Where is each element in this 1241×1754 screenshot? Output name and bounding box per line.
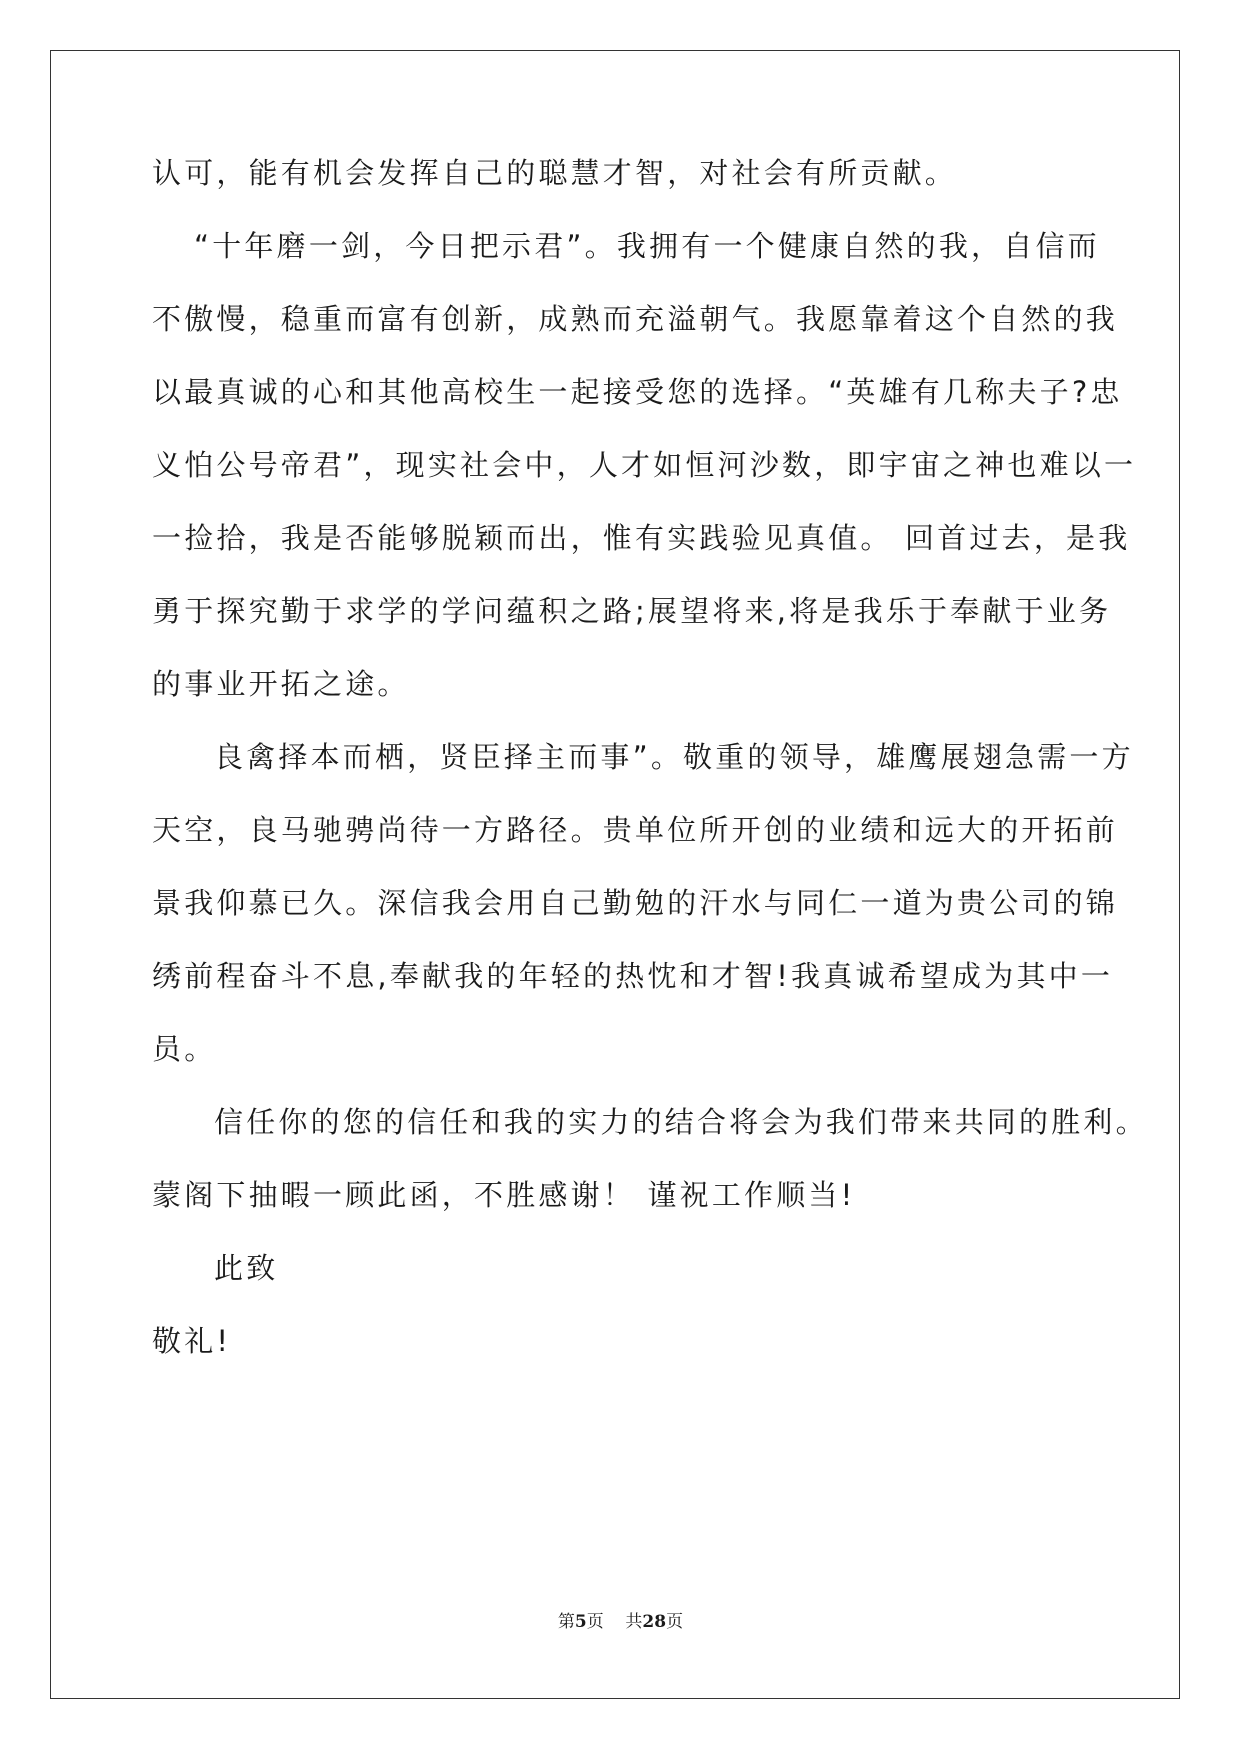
text-line-6: 一捡拾，我是否能够脱颖而出，惟有实践验见真值。 回首过去，是我 (152, 521, 1131, 555)
text-line-4: 以最真诚的心和其他高校生一起接受您的选择。“英雄有几称夫子?忠 (152, 375, 1123, 409)
footer-total-suffix: 页 (666, 1612, 684, 1632)
footer-prefix: 第 (557, 1612, 575, 1632)
text-line-13: 员。 (152, 1032, 217, 1066)
text-line-2: “十年磨一剑，今日把示君”。我拥有一个健康自然的我，自信而 (194, 229, 1100, 263)
footer-page-suffix: 页 (586, 1612, 604, 1632)
text-line-10: 天空，良马驰骋尚待一方路径。贵单位所开创的业绩和远大的开拓前 (152, 813, 1119, 847)
footer-total-prefix: 共 (625, 1612, 643, 1632)
text-line-15: 蒙阁下抽暇一顾此函，不胜感谢！ 谨祝工作顺当! (152, 1178, 856, 1212)
page-border (50, 50, 1180, 1699)
text-line-14: 信任你的您的信任和我的实力的结合将会为我们带来共同的胜利。 (214, 1105, 1148, 1139)
salutation-line: 此致 (214, 1251, 279, 1285)
text-line-9: 良禽择本而栖，贤臣择主而事”。敬重的领导，雄鹰展翅急需一方 (214, 740, 1134, 774)
text-line-5: 义怕公号帝君”，现实社会中，人才如恒河沙数，即宇宙之神也难以一 (152, 448, 1137, 482)
footer-total-pages: 28 (642, 1612, 667, 1632)
text-line-11: 景我仰慕已久。深信我会用自己勤勉的汗水与同仁一道为贵公司的锦 (152, 886, 1119, 920)
text-line-12: 绣前程奋斗不息,奉献我的年轻的热忱和才智!我真诚希望成为其中一 (152, 959, 1114, 993)
footer-page-number: 5 (574, 1612, 587, 1632)
page-footer (0, 1611, 1241, 1633)
text-line-3: 不傲慢，稳重而富有创新，成熟而充溢朝气。我愿靠着这个自然的我 (152, 302, 1119, 336)
text-line-1: 认可，能有机会发挥自己的聪慧才智，对社会有所贡献。 (152, 156, 958, 190)
text-line-7: 勇于探究勤于求学的学问蕴积之路;展望将来,将是我乐于奉献于业务 (152, 594, 1112, 628)
closing-line: 敬礼! (152, 1324, 232, 1358)
text-line-8: 的事业开拓之途。 (152, 667, 410, 701)
